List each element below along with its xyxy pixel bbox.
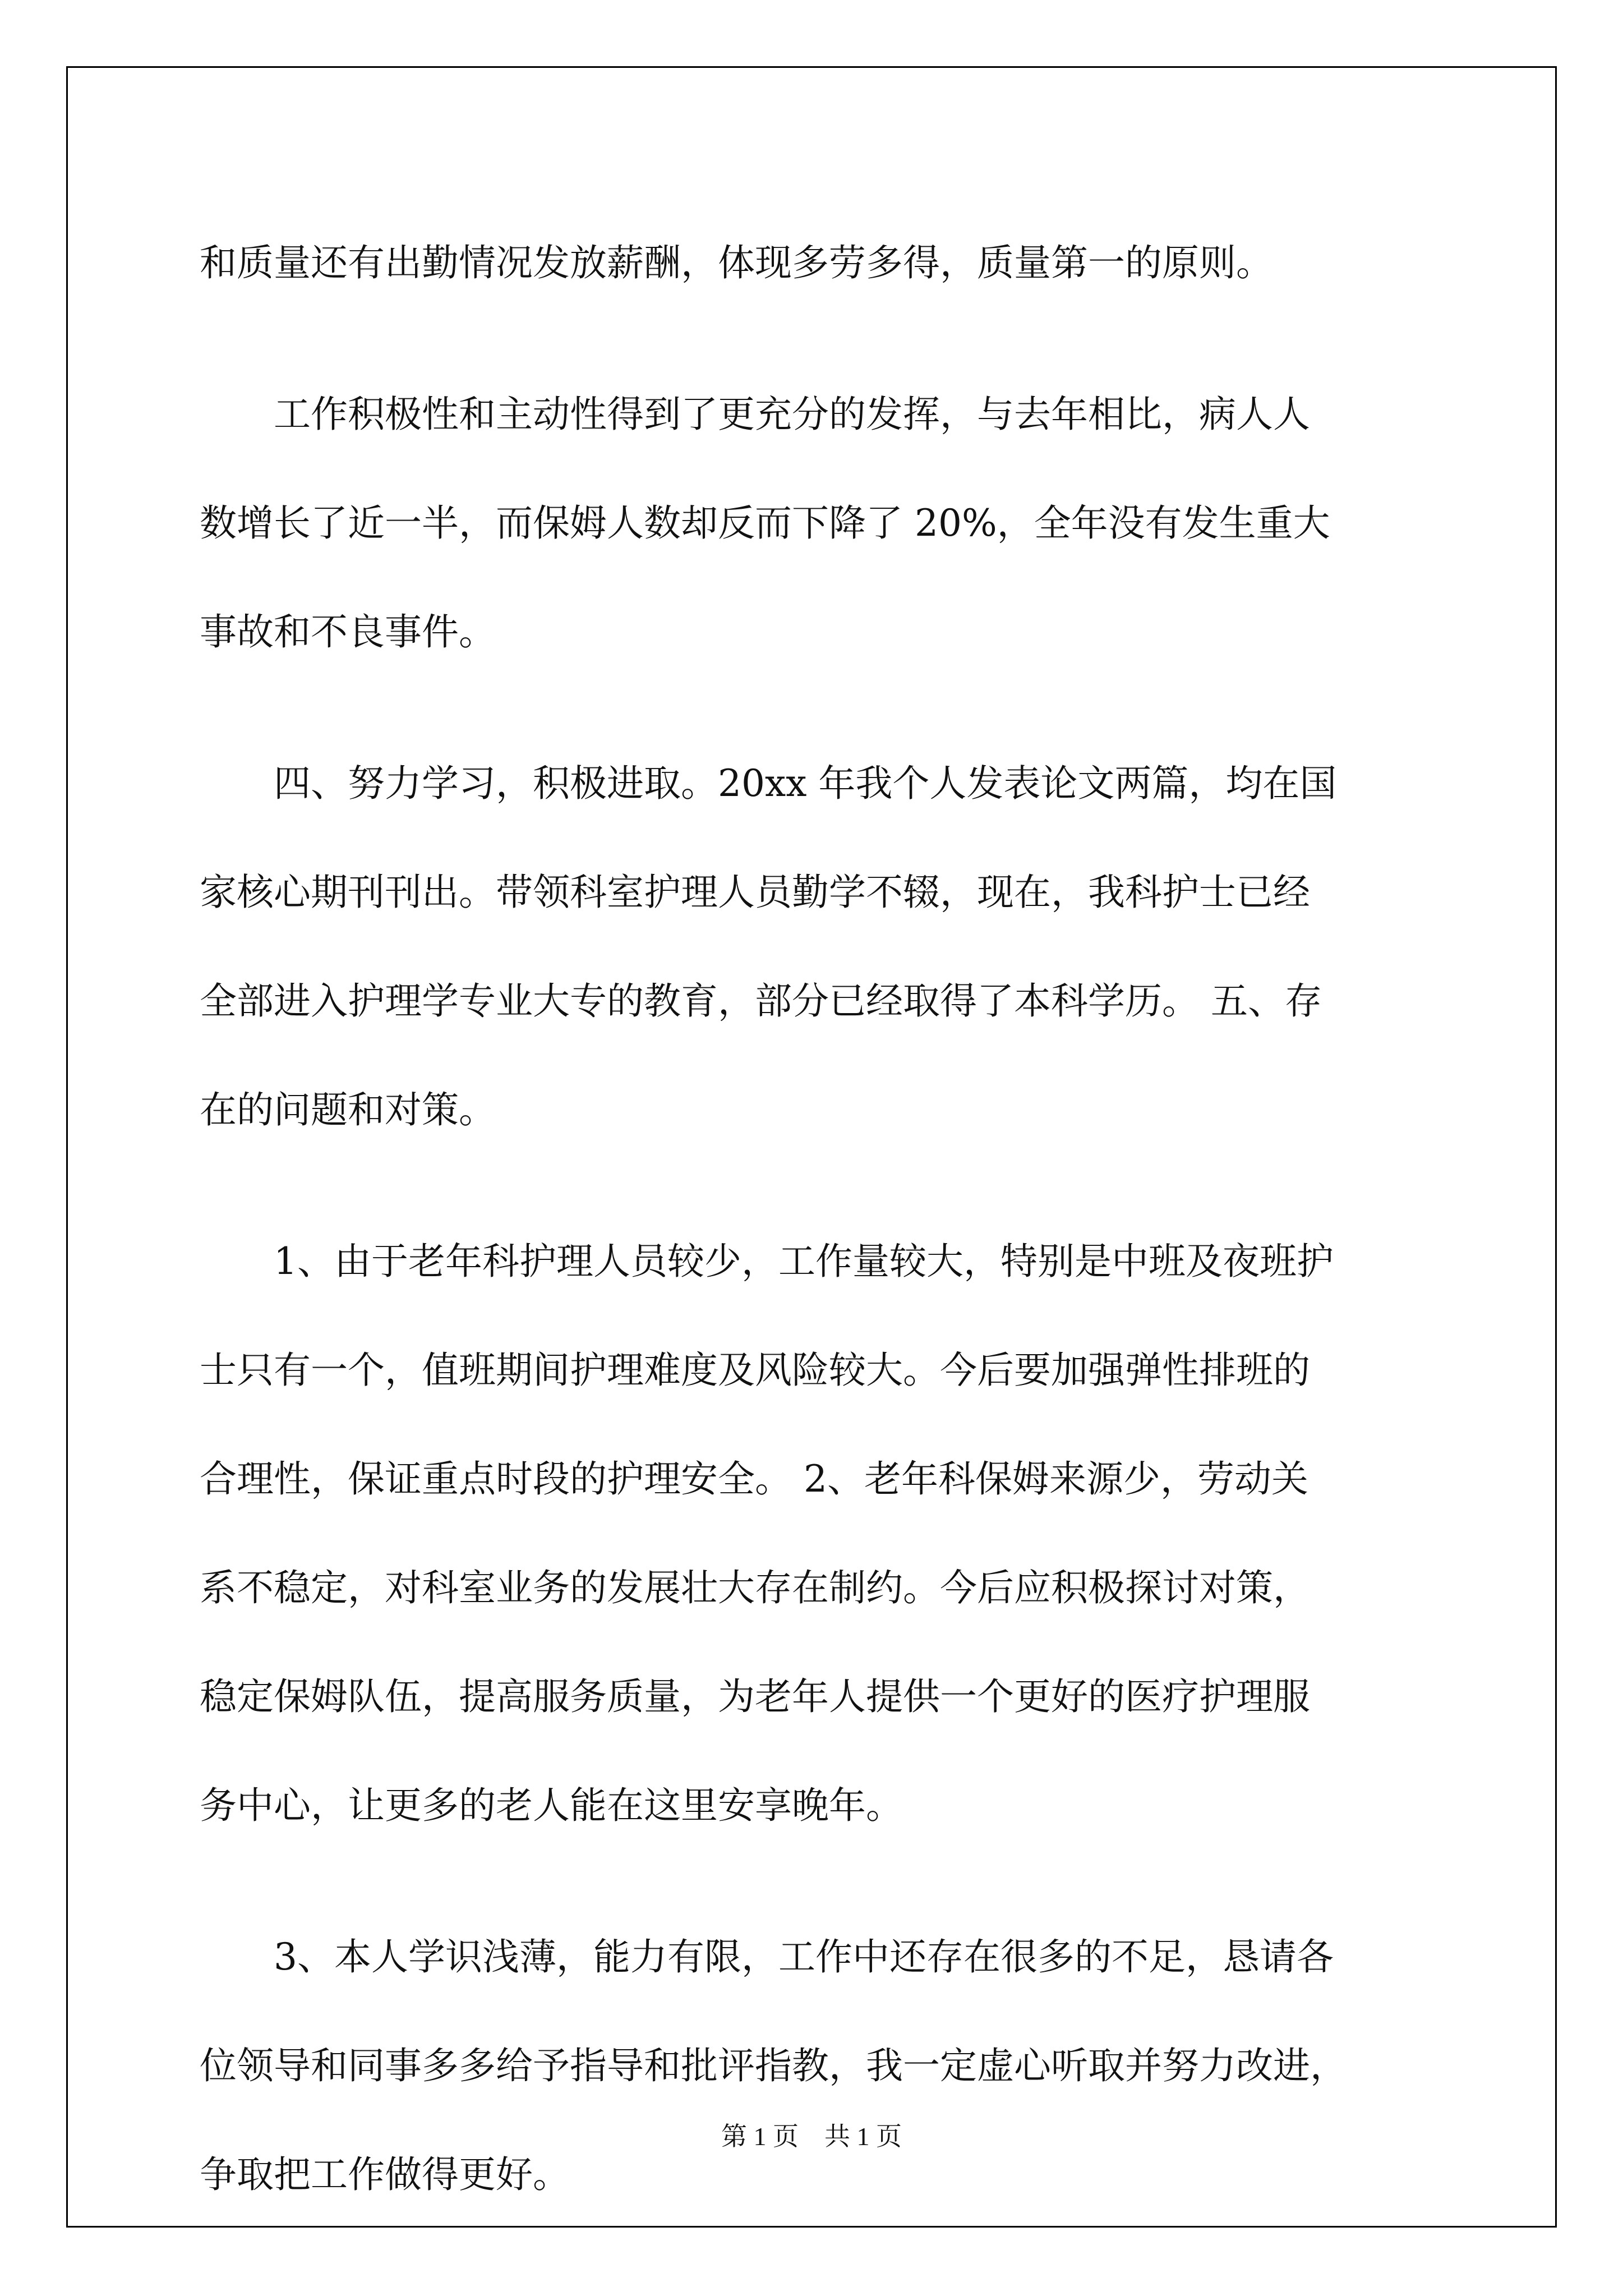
text-line: 系不稳定，对科室业务的发展壮大存在制约。今后应积极探讨对策， (200, 1566, 1310, 1609)
text-line: 家核心期刊刊出。带领科室护理人员勤学不辍，现在，我科护士已经 (200, 871, 1310, 914)
text-line: 和质量还有出勤情况发放薪酬，体现多劳多得，质量第一的原则。 (200, 241, 1273, 284)
text-line: 3、本人学识浅薄，能力有限，工作中还存在很多的不足，恳请各 (200, 1935, 1334, 1978)
text-line: 合理性，保证重点时段的护理安全。 2、老年科保姆来源少，劳动关 (200, 1457, 1308, 1501)
text-line: 在的问题和对策。 (200, 1088, 496, 1131)
paragraph-gap (200, 318, 1469, 360)
text-line: 工作积极性和主动性得到了更充分的发挥，与去年相比，病人人 (200, 393, 1310, 436)
text-line: 数增长了近一半，而保姆人数却反而下降了 20%，全年没有发生重大 (200, 501, 1330, 545)
paragraph-gap (200, 1860, 1469, 1903)
text-line: 全部进入护理学专业大专的教育，部分已经取得了本科学历。 五、存 (200, 979, 1322, 1023)
paragraph-gap (200, 1165, 1469, 1207)
page-footer: 第 1 页 共 1 页 (721, 2122, 902, 2151)
document-body (200, 209, 1469, 2229)
text-line: 1、由于老年科护理人员较少，工作量较大，特别是中班及夜班护 (200, 1240, 1334, 1283)
paragraph-gap (200, 687, 1469, 729)
text-line: 四、努力学习，积极进取。20xx 年我个人发表论文两篇，均在国 (200, 762, 1337, 805)
text-line: 士只有一个，值班期间护理难度及风险较大。今后要加强弹性排班的 (200, 1349, 1310, 1392)
text-line: 争取把工作做得更好。 (200, 2153, 570, 2196)
text-line: 位领导和同事多多给予指导和批评指教，我一定虚心听取并努力改进， (200, 2044, 1347, 2087)
text-line: 务中心，让更多的老人能在这里安享晚年。 (200, 1784, 903, 1827)
text-line: 稳定保姆队伍，提高服务质量，为老年人提供一个更好的医疗护理服 (200, 1675, 1310, 1718)
text-line: 事故和不良事件。 (200, 610, 496, 654)
